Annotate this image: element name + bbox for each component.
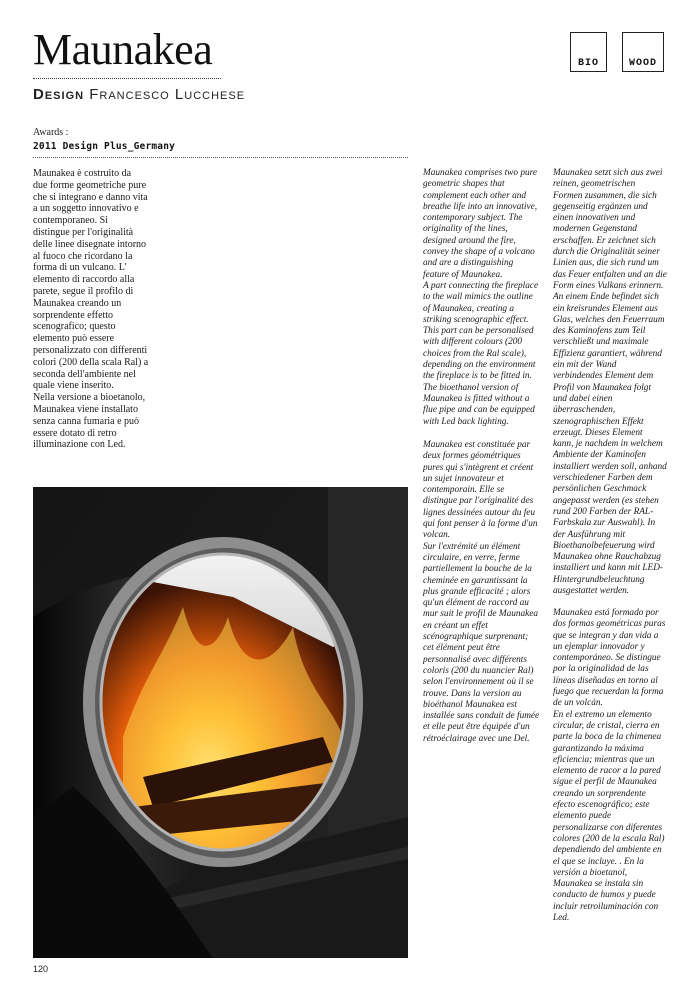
designer-name: Francesco Lucchese	[89, 86, 246, 103]
description-english: Maunakea comprises two pure geometric shapes that complement each other and breathe life into an innovative, contemporary subject. The originality of the lines, designed around the fire, convey the shape of a volcano and are a distinguishing feature of Maunakea. A part connecting the fireplace to the wall mimics the outline of Maunakea, creating a striking scenographic effect. This part can be personalised with different colours (200 choices from the Ral scale), depending on the environment the fireplace is to be fitted in. The bioethanol version of Maunakea is fitted without a flue pipe and can be equipped with Led back lighting.	[423, 168, 539, 427]
tag-bio-label: BIO	[577, 58, 599, 69]
awards-label: Awards :	[33, 127, 69, 138]
page-number: 120	[33, 964, 49, 974]
description-spanish: Maunakea está formado por dos formas geométricas puras que se integran y dan vida a un ejemplar innovador y contemporáneo. Se distingue por la originalidad de las líneas diseñadas en torno al fuego que recuerdan la forma de un volcán. En el extremo un elemento circular, de cristal, cierra en parte la boca de la chimenea garantizando la máxima eficiencia; mientras que un elemento de racor a la pared sigue el perfil de Maunakea creando un sorprendente efecto escenográfico; este elemento puede personalizarse con diferentes colores (200 de la escala Ral) dependiendo del ambiente en el que se incluye. . En la versión a bioetanol, Maunakea se instala sin conducto de humos y puede incluir retroiluminación con Led.	[553, 608, 666, 924]
designer-credit	[33, 86, 245, 104]
tag-wood-label: WOOD	[628, 58, 657, 69]
description-french: Maunakea est constituée par deux formes géométriques pures qui s'intègrent et créent un sujet innovateur et contemporain. Elle se distingue par l'originalité des lignes dessinées autour du feu qui font penser à la forme d'un volcan. Sur l'extrémité un élément circulaire, en verre, ferme partiellement la bouche de la cheminée en garantissant la plus grande efficacité ; alors qu'un élément de raccord au mur suit le profil de Maunakea en créant un effet scénographique surprenant; cet élément peut être personnalisé avec différents coloris (200 du nuancier Ral) selon l'environnement où il se trouve. Dans la version au bioéthanol Maunakea est installée sans conduit de fumée et elle peut être équipée d'un rétroéclairage avec une Del.	[423, 440, 540, 744]
description-italian: Maunakea è costruito da due forme geometriche pure che si integrano e danno vita a un soggetto innovativo e contemporaneo. Si distingue per l'originalità delle linee disegnate intorno al fuoco che ricordano la forma di un vulcano. L' elemento di raccordo alla parete, segue il profilo di Maunakea creando un sorprendente effetto scenografico; questo elemento può essere personalizzato con differenti colori (200 della scala Ral) a seconda dell'ambiente nel quale viene inserito. Nella versione a bioetanolo, Maunakea viene installato senza canna fumaria e può essere dotato di retro illuminazione con Led.	[33, 168, 149, 451]
awards-divider	[33, 157, 408, 158]
designer-prefix: Design	[33, 86, 85, 103]
fireplace-photo	[33, 487, 408, 958]
description-german: Maunakea setzt sich aus zwei reinen, geometrischen Formen zusammen, die sich gegenseitig ergänzen und einen innovativen und modernen Gegenstand erschaffen. Er zeichnet sich durch die Originalität seiner Linien aus, die sich rund um das Feuer entfalten und an die Form eines Vulkans erinnern. An einem Ende befindet sich ein kreisrundes Element aus Glas, welches den Feuerraum des Kaminofens zum Teil verschließt und maximale Effizienz garantiert, während ein mit der Wand verbindendes Element dem Profil von Maunakea folgt und dabei einen überraschenden, szenographischen Effekt erzeugt. Dieses Element kann, je nachdem in welchem Ambiente der Kaminofen installiert werden soll, anhand verschiedener Farben dem persönlichen Geschmack angepasst werden (es stehen rund 200 Farben der RAL- Farbskala zur Auswahl). In der Ausführung mit Bioethanolbefeuerung wird Maunakea ohne Rauchabzug installiert und kann mit LED- Hintergrundbeleuchtung ausgestattet werden.	[553, 168, 667, 596]
tag-wood	[622, 32, 664, 72]
awards-value: 2011 Design Plus_Germany	[33, 141, 176, 152]
title-divider	[33, 78, 221, 79]
tag-bio	[570, 32, 607, 72]
page-title: Maunakea	[33, 25, 213, 74]
